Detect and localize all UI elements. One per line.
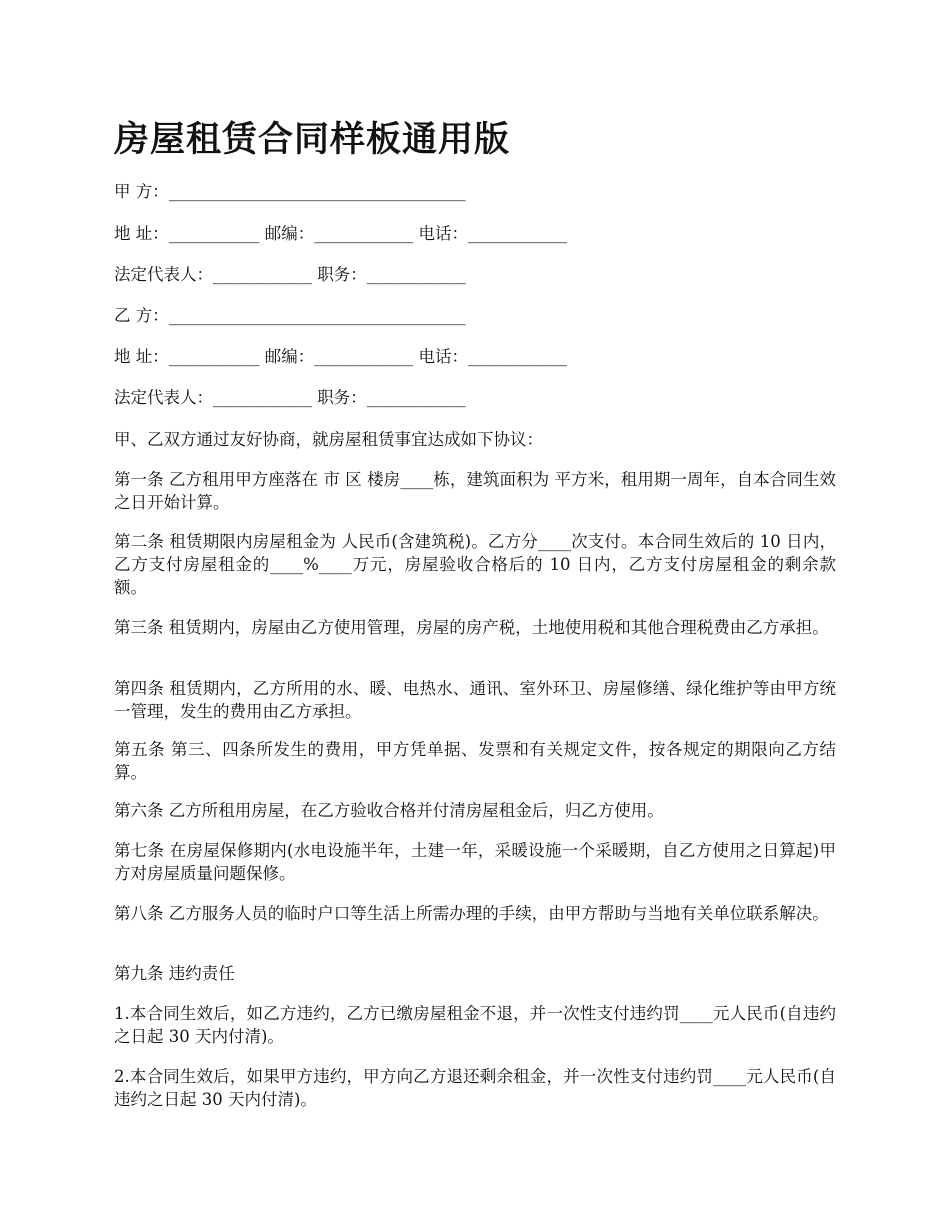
party-b-name-line: 乙 方：____________________________________ xyxy=(114,306,466,325)
article-7: 第七条 在房屋保修期内(水电设施半年，土建一年，采暖设施一个采暖期，自乙方使用之日算起)甲方对房屋质量问题保修。 xyxy=(114,841,836,883)
party-a-representative-line: 法定代表人：____________ 职务：____________ xyxy=(114,265,466,284)
article-8: 第八条 乙方服务人员的临时户口等生活上所需办理的手续，由甲方帮助与当地有关单位联系解决。 xyxy=(114,904,829,923)
party-b-address-line: 地 址：___________ 邮编：____________ 电话：____________ xyxy=(114,347,567,366)
article-9-heading: 第九条 违约责任 xyxy=(114,964,235,983)
intro-paragraph: 甲、乙双方通过友好协商，就房屋租赁事宜达成如下协议： xyxy=(114,430,543,449)
clause-2: 2.本合同生效后，如果甲方违约，甲方向乙方退还剩余租金，并一次性支付违约罚____元人民币(自违约之日起 30 天内付清)。 xyxy=(114,1067,836,1109)
article-4: 第四条 租赁期内，乙方所用的水、暖、电热水、通讯、室外环卫、房屋修缮、绿化维护等由甲方统一管理，发生的费用由乙方承担。 xyxy=(114,679,836,721)
article-5: 第五条 第三、四条所发生的费用，甲方凭单据、发票和有关规定文件，按各规定的期限向乙方结算。 xyxy=(114,740,836,782)
party-a-name-line: 甲 方：____________________________________ xyxy=(114,182,466,201)
party-b-representative-line: 法定代表人：____________ 职务：____________ xyxy=(114,388,466,407)
article-3: 第三条 租赁期内，房屋由乙方使用管理，房屋的房产税，土地使用税和其他合理税费由乙方承担。 xyxy=(114,618,829,637)
article-1: 第一条 乙方租用甲方座落在 市 区 楼房____栋，建筑面积为 平方米，租用期一周年，自本合同生效之日开始计算。 xyxy=(114,470,836,512)
party-a-address-line: 地 址：___________ 邮编：____________ 电话：____________ xyxy=(114,224,567,243)
article-6: 第六条 乙方所租用房屋，在乙方验收合格并付清房屋租金后，归乙方使用。 xyxy=(114,801,664,820)
clause-1: 1.本合同生效后，如乙方违约，乙方已缴房屋租金不退，并一次性支付违约罚____元人民币(自违约之日起 30 天内付清)。 xyxy=(114,1004,836,1046)
document-title: 房屋租赁合同样板通用版 xyxy=(114,119,511,160)
article-2: 第二条 租赁期限内房屋租金为 人民币(含建筑税)。乙方分____次支付。本合同生效后的 10 日内，乙方支付房屋租金的____%____万元，房屋验收合格后的 10 日内，乙方支付房屋租金的剩余款额。 xyxy=(114,532,836,597)
